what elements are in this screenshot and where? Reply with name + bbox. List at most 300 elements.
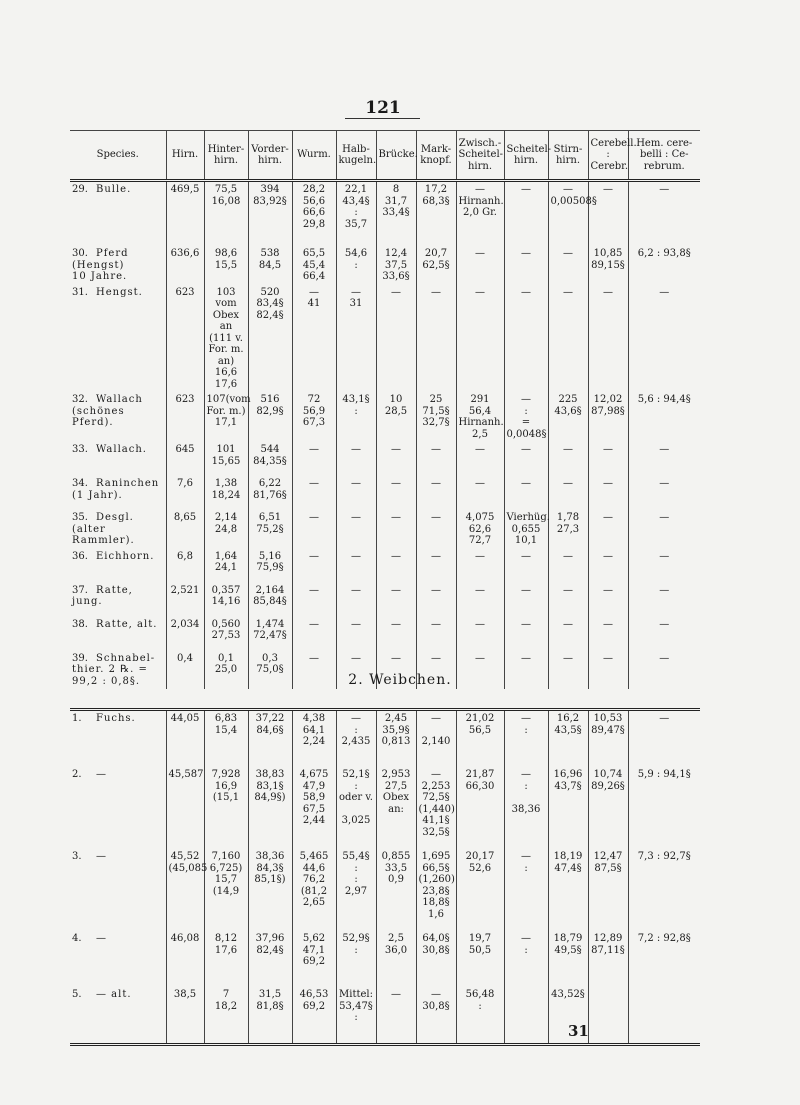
value-text: — : 38,36 [511,769,541,815]
value-text: — [521,444,531,455]
value-text: — 31 [349,286,363,309]
value-text: 0,855 33,5 0,9 [381,851,411,885]
value-cell [248,510,292,549]
value-text: — 2,253 72,5§ (1,440) 41,1§ 32,5§ [418,769,455,838]
value-text: 43,1§ : [342,394,370,417]
value-text: 8,12 17,6 [214,933,238,956]
females-table [70,708,700,1046]
species-cell [70,710,166,768]
value-text: — [603,652,613,664]
value-text: — [431,478,441,489]
value-text: 0,357 14,16 [211,584,241,607]
value-cell [588,651,628,690]
value-cell [248,710,292,768]
value-text: 98,6 15,5 [214,248,238,271]
value-cell [336,442,376,476]
species-name: Wallach. [96,444,147,455]
value-text: 1,78 27,3 [556,512,580,535]
value-cell [416,392,456,442]
value-text: 19,7 50,5 [468,933,492,956]
species-name: Fuchs. [96,713,136,724]
value-cell [166,285,204,393]
value-cell [628,246,700,285]
value-cell [588,285,628,393]
value-text: — [563,618,573,630]
value-cell [248,849,292,931]
value-cell [336,849,376,931]
value-cell [628,849,700,931]
value-cell [504,476,548,510]
value-cell [204,651,248,690]
value-text: — [351,652,361,664]
row-number: 5. [72,989,82,1000]
value-cell [248,651,292,690]
value-cell [628,617,700,651]
value-text: 10,53 89,47§ [591,713,625,736]
row-number: 33. [72,444,88,455]
value-cell [548,931,588,987]
value-text: — [309,618,319,630]
value-cell [292,549,336,583]
value-text: — [391,989,401,1000]
value-cell [456,849,504,931]
value-text: 16,2 43,5§ [554,713,582,736]
value-cell [504,181,548,247]
value-text: — [431,286,441,298]
table-row [70,285,700,393]
value-text: — [659,584,670,596]
value-text: — [431,512,441,523]
value-cell [588,549,628,583]
value-cell [504,392,548,442]
value-cell [292,583,336,617]
value-text: 1,38 18,24 [211,478,241,501]
value-text: — [563,550,573,562]
species-cell [70,442,166,476]
value-cell [416,767,456,849]
row-number: 4. [72,933,82,944]
value-cell [336,246,376,285]
value-text: — [431,444,441,455]
species-cell [70,767,166,849]
value-cell [376,181,416,247]
value-cell [588,476,628,510]
value-cell [504,767,548,849]
col-header: Hinter-hirn. [204,131,248,181]
value-cell [456,285,504,393]
value-text: — [475,550,485,562]
value-text: 5,9 : 94,1§ [637,769,691,780]
value-text: 6,51 75,2§ [256,512,284,535]
value-cell [548,549,588,583]
value-cell [336,285,376,393]
value-text: — [475,248,485,259]
value-text: — [431,550,441,562]
value-cell [336,392,376,442]
table-row [70,710,700,768]
value-text: — [309,584,319,596]
col-header: Hirn. [166,131,204,181]
species-name: Ratte, jung. [72,584,133,607]
species-name: Pferd (Hengst) 10 Jahre. [72,248,129,282]
value-cell [166,617,204,651]
row-number: 29. [72,184,88,195]
value-cell [166,987,204,1045]
value-cell [292,476,336,510]
value-text: — [603,444,613,455]
value-cell [548,651,588,690]
value-text: 0,560 27,53 [211,618,241,641]
value-text: — [603,184,613,195]
value-cell [548,710,588,768]
value-text: 46,53 69,2 [299,989,329,1012]
value-cell [204,849,248,931]
species-name: Bulle. [96,184,132,195]
value-text: 55,4§ : : 2,97 [342,851,370,897]
species-name: Desgl. (alter Rammler). [72,512,135,546]
value-text: — [659,444,670,455]
col-header: Cerebell. : Cerebr. [588,131,628,181]
value-text: — [659,478,670,489]
value-cell [588,767,628,849]
value-text: — [521,618,531,630]
value-cell [416,583,456,617]
value-text: 7,928 16,9 (15,1 [211,769,241,803]
row-number: 34. [72,478,88,489]
value-cell [292,987,336,1045]
species-cell [70,987,166,1045]
value-cell [456,617,504,651]
value-text: 44,05 [170,713,200,724]
value-cell [166,246,204,285]
value-text: 469,5 [170,184,200,195]
value-text: — [431,652,441,664]
value-text: 18,19 47,4§ [553,851,583,874]
value-text: 5,6 : 94,4§ [637,394,691,405]
value-text: — [659,713,670,724]
value-cell [416,510,456,549]
value-text: 56,48 : [465,989,495,1012]
value-text: — [659,652,670,664]
value-cell [588,392,628,442]
value-text: 7,160 6,725) 15,7 (14,9 [209,851,243,897]
value-text: — [351,478,361,489]
value-cell [588,442,628,476]
value-cell [456,549,504,583]
value-cell [504,442,548,476]
value-text: 72 56,9 67,3 [302,394,326,428]
value-cell [336,549,376,583]
value-cell [292,442,336,476]
value-cell [292,246,336,285]
header-row [70,131,700,181]
value-text: — [603,618,613,630]
value-text: 6,83 15,4 [214,713,238,736]
value-text: 2,164 85,84§ [253,584,287,607]
col-header: Brücke. [376,131,416,181]
value-text: 2,14 24,8 [214,512,238,535]
species-cell [70,617,166,651]
value-cell [456,442,504,476]
value-cell [628,583,700,617]
value-cell [248,442,292,476]
col-header: Vorder-hirn. [248,131,292,181]
value-cell [248,987,292,1045]
value-cell [548,583,588,617]
value-text: 544 84,35§ [253,444,287,467]
value-cell [166,849,208,931]
value-text: 538 84,5 [258,248,282,271]
value-text: 225 43,6§ [554,394,582,417]
value-cell [376,510,416,549]
value-cell [456,767,504,849]
value-cell [292,710,336,768]
col-header: Mark-knopf. [416,131,456,181]
value-cell [456,181,504,247]
value-cell [376,767,416,849]
value-cell [416,476,456,510]
value-cell [166,181,204,247]
value-text: 623 [175,286,195,298]
species-cell [70,285,166,393]
value-cell [628,476,700,510]
value-cell [548,246,588,285]
value-text: Mittel: 53,47§ : [339,989,373,1023]
col-header: Scheitel-hirn. [504,131,548,181]
value-text: — [475,444,485,455]
value-text: — [475,478,485,489]
value-text: 5,62 47,1 69,2 [302,933,326,967]
value-text: 1,695 66,5§ (1,260) 23,8§ 18,8§ 1,6 [418,851,455,920]
value-cell [456,476,504,510]
value-cell [166,392,204,442]
males-table [70,130,700,689]
table-row [70,510,700,549]
value-cell [204,583,248,617]
value-text: — 30,8§ [422,989,450,1012]
row-number: 36. [72,550,88,562]
value-cell [248,767,292,849]
value-cell [336,476,376,510]
row-number: 38. [72,618,88,630]
species-name: — [96,933,107,944]
row-number: 30. [72,248,88,259]
table-row [70,549,700,583]
value-text: 38,5 [173,989,197,1000]
value-cell [628,392,700,442]
value-text: 5,465 44,6 76,2 (81,2 2,65 [299,851,329,908]
value-cell [204,510,248,549]
value-cell [416,931,456,987]
value-text: — [391,444,401,455]
page-number: 121 [365,98,401,118]
value-cell [628,710,700,768]
value-text: — 0,00508§ [550,184,597,207]
value-cell [548,442,588,476]
value-text: 43,52§ [551,989,585,1000]
value-cell [336,931,376,987]
value-text: 65,5 45,4 66,4 [302,248,326,282]
value-text: — [603,478,613,489]
value-cell [376,931,416,987]
value-text: — [521,584,531,596]
value-text: — [659,618,670,630]
value-cell [204,617,248,651]
value-cell [336,617,376,651]
value-cell [588,931,628,987]
species-name: — [96,769,107,780]
value-text: — [659,286,670,298]
table-row [70,767,700,849]
value-cell [376,285,416,393]
value-cell [628,181,700,247]
value-text: — [391,512,401,523]
value-text: — [603,550,613,562]
value-cell [504,549,548,583]
value-cell [416,181,456,247]
value-text: 17,2 68,3§ [422,184,450,207]
value-cell [376,549,416,583]
value-text: 12,47 87,5§ [593,851,623,874]
value-text: 2,034 [170,618,200,630]
value-text: 101 15,65 [211,444,241,467]
value-cell [204,285,248,393]
species-cell [70,510,166,549]
value-text: 4,075 62,6 72,7 [465,512,495,546]
species-name: Eichhorn. [96,550,155,562]
table-row [70,246,700,285]
value-text: 6,8 [177,550,193,562]
table-row [70,849,700,931]
value-cell [292,392,336,442]
value-cell [166,583,204,617]
species-cell [70,246,166,285]
value-cell [504,285,548,393]
value-text: 4,38 64,1 2,24 [302,713,326,747]
value-cell [588,710,628,768]
value-text: 7,2 : 92,8§ [637,933,691,944]
value-cell [628,510,700,549]
value-cell [456,392,504,442]
value-text: 7,6 [177,478,193,489]
value-cell [292,767,336,849]
value-cell [376,710,416,768]
value-cell [628,987,700,1045]
table-row [70,476,700,510]
value-text: 37,96 82,4§ [255,933,285,956]
species-name: Wallach (schönes Pferd). [72,394,143,428]
species-cell [70,651,166,690]
value-cell [376,246,416,285]
value-text: 45,587 [168,769,204,780]
value-cell [588,849,628,931]
value-text: 6,22 81,76§ [253,478,287,501]
value-text: 52,9§ : [342,933,370,956]
value-cell [166,931,204,987]
value-text: — [603,512,613,523]
value-cell [588,510,628,549]
value-text: — [563,478,573,489]
species-name: Raninchen (1 Jahr). [72,478,160,501]
value-text: 5,16 75,9§ [256,550,284,573]
value-text: 10 28,5 [384,394,408,417]
value-text: — [391,286,401,298]
value-text: — [521,652,531,664]
value-cell [292,181,336,247]
value-text: 6,2 : 93,8§ [637,248,691,259]
value-cell [588,246,628,285]
value-text: — [391,550,401,562]
value-text: 46,08 [170,933,200,944]
value-cell [248,285,292,393]
value-cell [416,442,456,476]
value-text: 64,0§ 30,8§ [422,933,450,956]
value-text: — [521,478,531,489]
value-cell [456,710,504,768]
value-cell [548,392,588,442]
value-text: — : [521,851,531,874]
col-header: Stirn-hirn. [548,131,588,181]
value-cell [248,549,292,583]
value-cell [166,710,204,768]
value-text: 107(vom For. m.) 17,1 [206,394,251,428]
value-text: — [563,444,573,455]
species-name: Schnabel- thier. 2 ℞. = 99,2 : 0,8§. [72,652,156,687]
value-text: 38,36 84,3§ 85,1§) [254,851,286,885]
value-cell [416,710,456,768]
value-cell [588,181,628,247]
table-row [70,931,700,987]
value-cell [504,617,548,651]
row-number: 32. [72,394,88,405]
value-text: — [475,286,485,298]
footer-number: 31 [568,1022,589,1040]
value-cell [588,583,628,617]
value-cell [504,510,548,549]
value-text: 0,1 25,0 [214,652,238,675]
value-text: 636,6 [170,248,200,259]
species-name: — [96,851,107,862]
value-cell [376,849,416,931]
value-text: 8,65 [173,512,197,523]
value-cell [336,767,376,849]
row-number: 37. [72,584,88,596]
value-text: 0,4 [177,652,193,664]
value-cell [504,651,548,690]
table-row [70,181,700,247]
value-text: — [309,652,319,664]
value-text: 16,96 43,7§ [553,769,583,792]
value-cell [204,442,248,476]
value-text: — 41 [307,286,321,309]
table-row [70,987,700,1045]
value-cell [248,181,292,247]
value-text: — : [521,713,531,736]
value-cell [336,181,376,247]
value-text: 2,45 35,9§ 0,813 [381,713,411,747]
value-cell [416,617,456,651]
value-text: 18,79 49,5§ [553,933,583,956]
value-text: — [603,584,613,596]
col-header: Hem. cere-belli : Ce-rebrum. [628,131,700,181]
value-text: — [659,512,670,523]
value-text: 2,5 36,0 [384,933,408,956]
value-text: — [351,512,361,523]
value-text: — [391,584,401,596]
row-number: 2. [72,769,82,780]
value-cell [628,549,700,583]
species-cell [70,181,166,247]
